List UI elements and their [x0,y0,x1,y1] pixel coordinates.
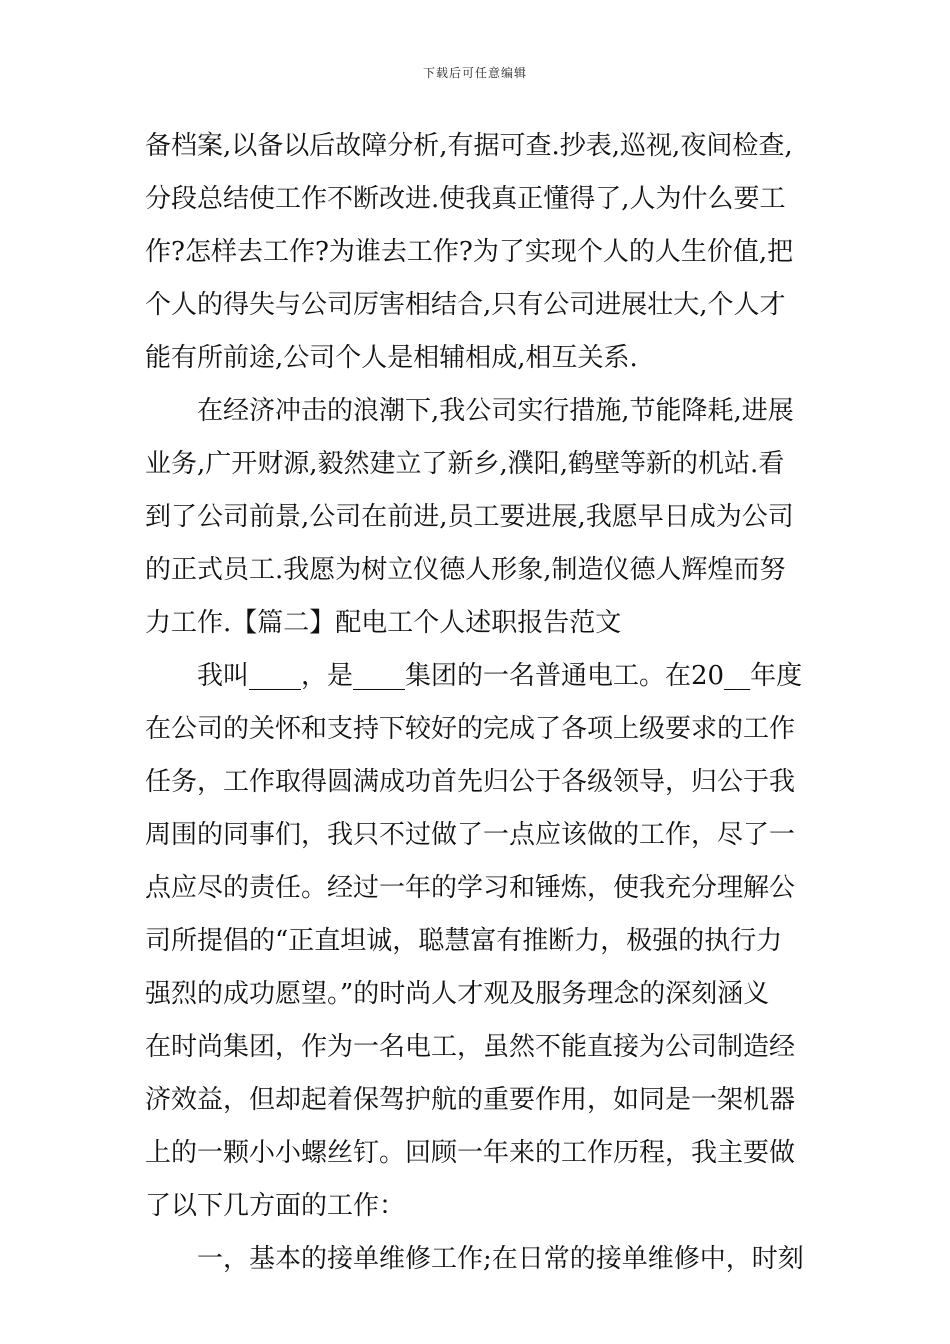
paragraph-start-line: 我叫____，是____集团的一名普通电工。在20__年度 [197,661,803,691]
text-line: 分段总结使工作不断改进.使我真正懂得了,人为什么要工 [145,184,786,214]
document-body [145,120,810,1286]
text-line: 济效益，但却起着保驾护航的重要作用，如同是一架机器 [145,1085,796,1115]
text-line: 点应尽的责任。经过一年的学习和锤炼，使我充分理解公 [145,873,796,903]
text-line: 在时尚集团，作为一名电工，虽然不能直接为公司制造经 [145,1032,796,1062]
text-line: 备档案,以备以后故障分析,有据可查.抄表,巡视,夜间检查, [145,131,793,161]
page-header: 下载后可任意编辑 [422,66,527,80]
text-line: 上的一颗小小螺丝钉。回顾一年来的工作历程，我主要做 [145,1138,796,1168]
text-line: 作?怎样去工作?为谁去工作?为了实现个人的人生价值,把 [145,237,794,267]
section-title-line: 力工作.【篇二】配电工个人述职报告范文 [145,608,622,638]
text-line: 在公司的关怀和支持下较好的完成了各项上级要求的工作 [145,714,796,744]
text-line: 强烈的成功愿望。”的时尚人才观及服务理念的深刻涵义 [145,979,770,1009]
paragraph-start-line: 在经济冲击的浪潮下,我公司实行措施,节能降耗,进展 [197,396,794,426]
text-line: 能有所前途,公司个人是相辅相成,相互关系. [145,343,638,373]
text-line: 周围的同事们，我只不过做了一点应该做的工作，尽了一 [145,820,796,850]
text-line: 个人的得失与公司厉害相结合,只有公司进展壮大,个人才 [145,290,786,320]
text-line: 任务，工作取得圆满成功首先归公于各级领导，归公于我 [145,767,796,797]
text-line: 到了公司前景,公司在前进,员工要进展,我愿早日成为公司 [145,502,794,532]
text-line: 司所提倡的“正直坦诚，聪慧富有推断力，极强的执行力 [145,926,783,956]
text-line: 业务,广开财源,毅然建立了新乡,濮阳,鹤壁等新的机站.看 [145,449,785,479]
text-line: 了以下几方面的工作： [145,1191,406,1221]
paragraph-start-line: 一，基本的接单维修工作;在日常的接单维修中，时刻 [197,1244,804,1274]
text-line: 的正式员工.我愿为树立仪德人形象,制造仪德人辉煌而努 [145,555,786,585]
